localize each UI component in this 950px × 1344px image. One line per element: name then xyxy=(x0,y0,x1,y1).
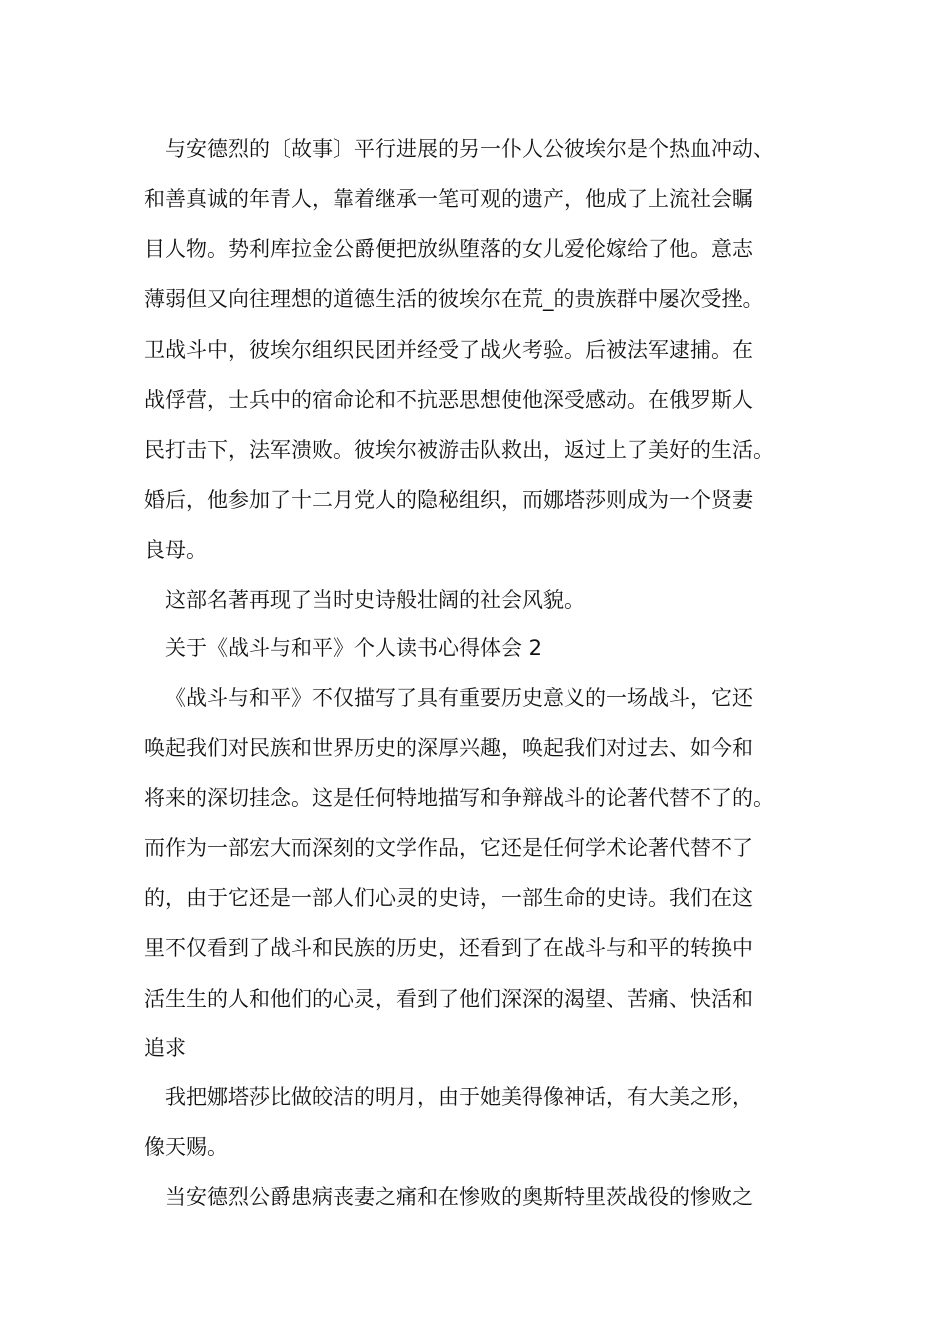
text-line: 我把娜塔莎比做皎洁的明月，由于她美得像神话，有大美之形， xyxy=(165,1085,753,1109)
text-line: 目人物。势利库拉金公爵便把放纵堕落的女儿爱伦嫁给了他。意志 xyxy=(144,237,753,261)
text-line: 和善真诚的年青人，靠着继承一笔可观的遗产，他成了上流社会瞩 xyxy=(144,187,753,211)
text-line: 《战斗与和平》不仅描写了具有重要历史意义的一场战斗，它还 xyxy=(165,686,753,710)
text-line: 良母。 xyxy=(144,538,207,562)
text-line: 与安德烈的〔故事〕平行进展的另一仆人公彼埃尔是个热血冲动、 xyxy=(165,137,774,161)
text-line: 而作为一部宏大而深刻的文学作品，它还是任何学术论著代替不了 xyxy=(144,836,753,860)
text-line: 活生生的人和他们的心灵，看到了他们深深的渴望、苦痛、快活和 xyxy=(144,987,753,1011)
text-line: 卫战斗中，彼埃尔组织民团并经受了战火考验。后被法军逮捕。在 xyxy=(144,338,753,362)
text-line: 追求 xyxy=(144,1036,186,1060)
text-line: 薄弱但又向往理想的道德生活的彼埃尔在荒_的贵族群中屡次受挫。 xyxy=(144,287,764,311)
text-line: 当安德烈公爵患病丧妻之痛和在惨败的奥斯特里茨战役的惨败之 xyxy=(165,1185,753,1209)
text-line: 婚后，他参加了十二月党人的隐秘组织，而娜塔莎则成为一个贤妻 xyxy=(144,488,753,512)
text-line: 战俘营，士兵中的宿命论和不抗恶思想使他深受感动。在俄罗斯人 xyxy=(144,388,753,412)
text-line: 唤起我们对民族和世界历史的深厚兴趣，唤起我们对过去、如今和 xyxy=(144,736,753,760)
section-heading: 关于《战斗与和平》个人读书心得体会 2 xyxy=(165,636,543,660)
text-line: 的，由于它还是一部人们心灵的史诗，一部生命的史诗。我们在这 xyxy=(144,886,753,910)
text-line: 将来的深切挂念。这是任何特地描写和争辩战斗的论著代替不了的。 xyxy=(144,786,774,810)
text-line: 里不仅看到了战斗和民族的历史，还看到了在战斗与和平的转换中 xyxy=(144,936,753,960)
text-line: 像天赐。 xyxy=(144,1135,228,1159)
text-line: 这部名著再现了当时史诗般壮阔的社会风貌。 xyxy=(165,588,585,612)
text-line: 民打击下，法军溃败。彼埃尔被游击队救出，返过上了美好的生活。 xyxy=(144,438,774,462)
